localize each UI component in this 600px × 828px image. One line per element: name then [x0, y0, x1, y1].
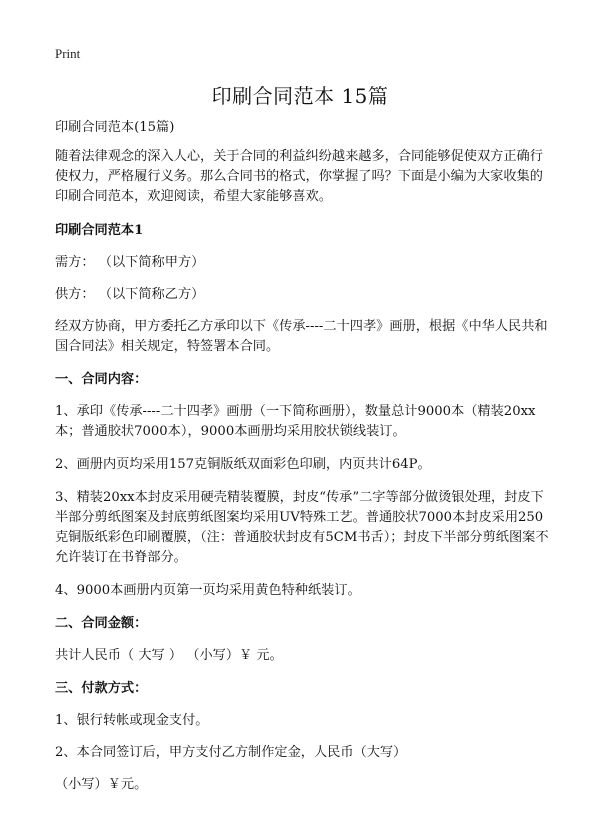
amount-line: 共计人民币（ 大写 ） （小写）￥ 元。 — [55, 648, 283, 663]
payment-item-1: 1、银行转帐或现金支付。 — [55, 713, 209, 728]
contract-item-1: 1、承印《传承----二十四孝》画册（一下简称画册），数量总计9000本（精装20xx本；普通胶状7000本），9000本画册均采用胶状锁线装订。 — [55, 404, 536, 439]
preamble-paragraph: 经双方协商，甲方委托乙方承印以下《传承----二十四孝》画册，根据《中华人民共和国合同法》相关规定，特签署本合同。 — [55, 319, 548, 354]
payment-item-2: 2、本合同签订后，甲方支付乙方制作定金，人民币（大写） — [55, 745, 407, 760]
intro-paragraph: 随着法律观念的深入人心，关于合同的利益纠纷越来越多，合同能够促使双方正确行使权力，严格履行义务。那么合同书的格式，你掌握了吗？下面是小编为大家收集的印刷合同范本，欢迎阅读，希望大家能够喜欢。 — [55, 149, 543, 204]
payment-item-2-continued: （小写）￥元。 — [55, 777, 148, 792]
document-subtitle: 印刷合同范本(15篇) — [55, 120, 175, 135]
section-title: 印刷合同范本1 — [55, 223, 144, 238]
supplier-line: 供方： （以下简称乙方） — [55, 287, 205, 302]
document-body — [55, 118, 555, 795]
contract-item-3: 3、精装20xx本封皮采用硬壳精装覆膜，封皮“传承”二字等部分做烫银处理，封皮下半部分剪纸图案及封底剪纸图案均采用UV特殊工艺。普通胶状7000本封皮采用250克铜版纸彩色印刷覆膜，（注：普通胶状封皮有5CM书舌）；封皮下半部分剪纸图案不允许装订在书脊部分。 — [55, 490, 549, 565]
buyer-line: 需方： （以下简称甲方） — [55, 255, 205, 270]
heading-contract-amount: 二、合同金额： — [55, 616, 148, 631]
contract-item-2: 2、画册内页均采用157克铜版纸双面彩色印刷，内页共计64P。 — [55, 457, 431, 472]
print-link[interactable]: Print — [55, 46, 81, 61]
heading-contract-content: 一、合同内容： — [55, 372, 148, 387]
contract-item-4: 4、9000本画册内页第一页均采用黄色特种纸装订。 — [55, 583, 361, 598]
document-title: 印刷合同范本 15篇 — [211, 84, 389, 108]
heading-payment-method: 三、付款方式： — [55, 681, 148, 696]
